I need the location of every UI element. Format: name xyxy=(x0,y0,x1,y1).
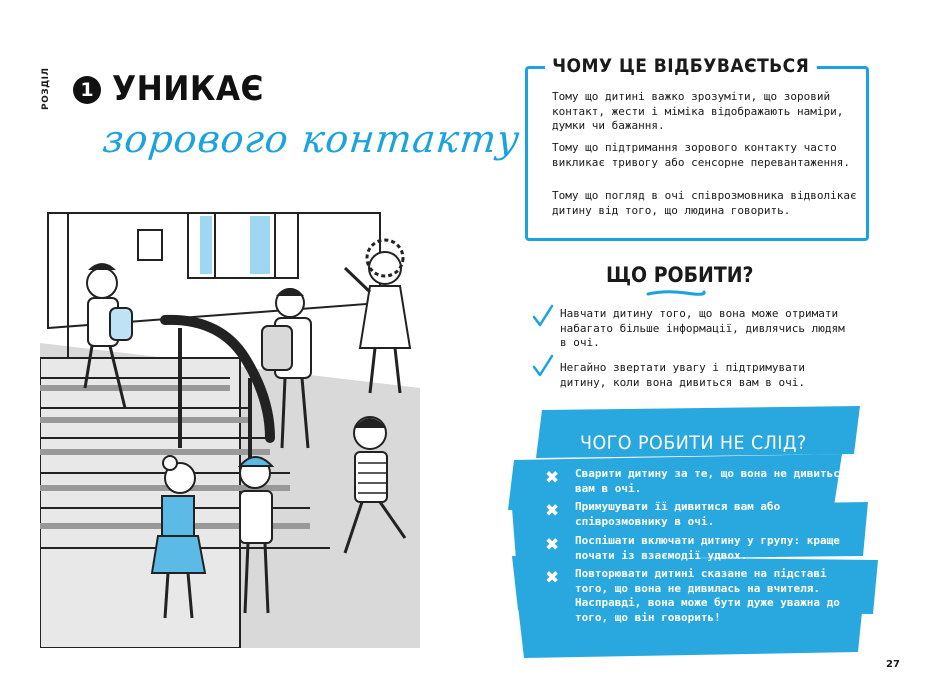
cross-icon: ✖ xyxy=(545,568,560,588)
why-paragraph: Тому що погляд в очі співрозмовника відволікає дитину від того, що людина говорить. xyxy=(552,189,857,217)
cross-icon: ✖ xyxy=(545,501,560,521)
check-icon xyxy=(532,304,554,328)
school-stairs-illustration xyxy=(40,208,420,648)
what-not-to-do-item: Примушувати її дивитися вам або співрозмовнику в очі. xyxy=(575,500,781,528)
what-not-to-do-title: ЧОГО РОБИТИ НЕ СЛІД? xyxy=(580,432,807,454)
cross-icon: ✖ xyxy=(545,468,560,488)
chapter-title: УНИКАЄ xyxy=(112,69,264,109)
chapter-number: 1 xyxy=(73,76,101,104)
what-not-to-do-item: Повторювати дитині сказане на підставі того, що вона не дивилась на вчителя. Насправді, вона може бути дуже уважна до того, що він говорить! xyxy=(575,567,840,624)
what-not-to-do-item: Сварити дитину за те, що вона не дивиться вам в очі. xyxy=(575,467,847,495)
what-to-do-item: Негайно звертати увагу і підтримувати дитину, коли вона дивиться вам в очі. xyxy=(560,361,806,389)
what-to-do-item: Навчати дитину того, що вона може отримати набагато більше інформації, дивлячись людям в очі. xyxy=(560,307,845,349)
section-label: РОЗДІЛ xyxy=(41,67,51,110)
title-underline xyxy=(646,288,706,298)
cross-icon: ✖ xyxy=(545,535,560,555)
page-number: 27 xyxy=(886,659,900,670)
why-paragraph: Тому що дитині важко зрозуміти, що зоровий контакт, жести і міміка відображають наміри, думки чи бажання. xyxy=(552,90,844,132)
why-paragraph: Тому що підтримання зорового контакту часто викликає тривогу або сенсорне перевантаження. xyxy=(552,141,851,169)
check-icon xyxy=(532,354,554,378)
what-to-do-title: ЩО РОБИТИ? xyxy=(606,263,754,287)
why-title: ЧОМУ ЦЕ ВІДБУВАЄТЬСЯ xyxy=(545,55,816,77)
what-not-to-do-item: Поспішати включати дитину у групу: краще почати із взаємодії удвох. xyxy=(575,534,840,562)
chapter-subtitle: зорового контакту xyxy=(100,117,523,161)
